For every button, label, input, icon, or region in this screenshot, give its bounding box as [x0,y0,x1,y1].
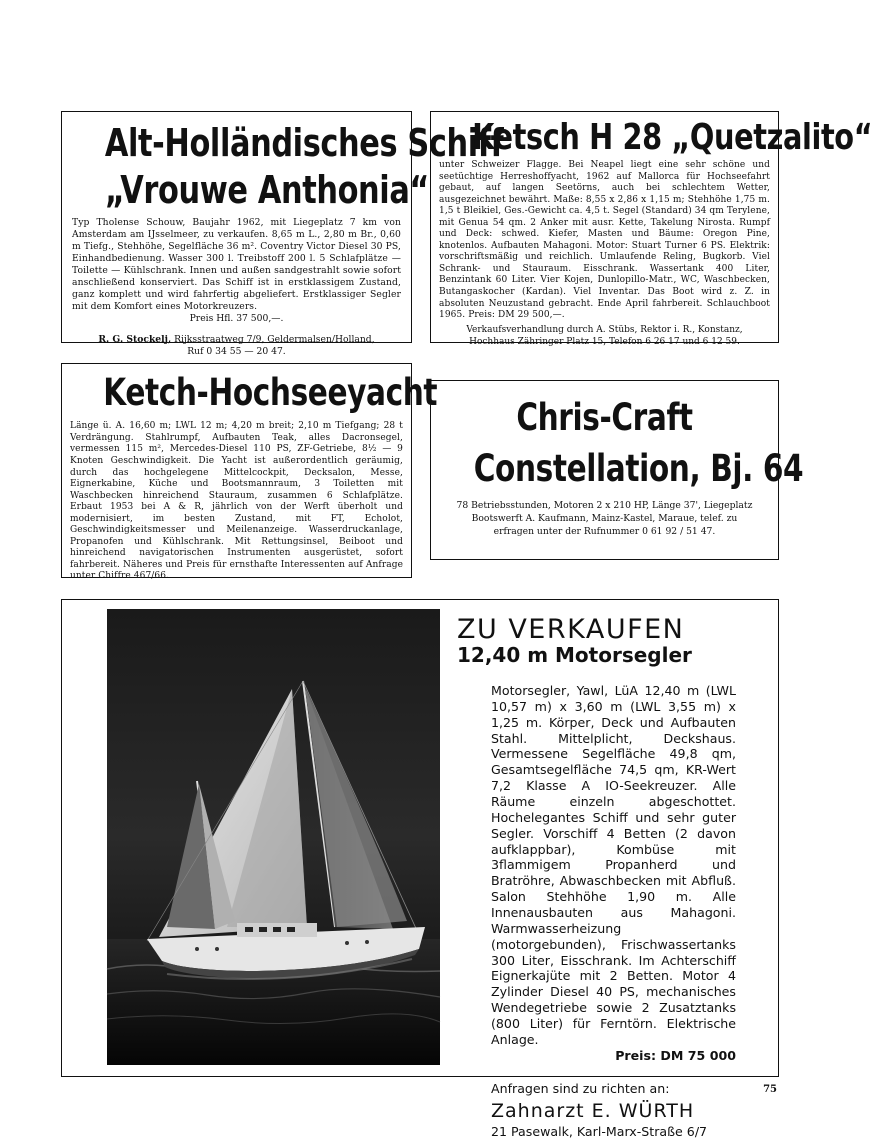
ad5-inquiry: Anfragen sind zu richten an: [491,1080,670,1096]
ad1-price: Preis Hfl. 37 500,—. [189,312,284,324]
ad4-title-line2: Constellation, Bj. 64 [473,447,804,491]
ad1-contact-name: R. G. Stockelj, [98,333,172,345]
ad5-title2: 12,40 m Motorsegler [457,643,692,667]
ad5-dentist: Zahnarzt E. WÜRTH [491,1099,695,1122]
ad2-title: Ketsch H 28 „Quetzalito“ [472,117,872,158]
ad2-contact-line2: Hochhaus Zähringer Platz 15, Telefon 6 26 17 und 6 12 59. [469,337,740,348]
ad1-contact-address: Rijksstraatweg 7/9, Geldermalsen/Holland, [171,333,375,345]
ad4-line1: 78 Betriebsstunden, Motoren 2 x 210 HP, Länge 37', Liegeplatz [456,499,753,511]
ad5-price: Preis: DM 75 000 [615,1047,736,1063]
sailboat-photo [107,609,440,1065]
page-number: 75 [763,1084,777,1095]
ad1-contact-phone: Ruf 0 34 55 — 20 47. [187,346,286,358]
ad5-title1: ZU VERKAUFEN [457,614,685,645]
ad5-address: 21 Pasewalk, Karl-Marx-Straße 6/7 [491,1123,708,1139]
ad5-description: Motorsegler, Yawl, LüA 12,40 m (LWL 10,57 m) x 3,60 m (LWL 3,55 m) x 1,25 m. Körper, Deck und Aufbauten Stahl. Mittelplicht, Deckshaus. Vermessene Segelfläche 49,8 qm, Gesamtsegelfläche 74,5 qm, KR-Wert 7,2 Klasse A IO-Seekreuzer. Alle Räume einzeln abgeschottet. Hochelegantes Schiff und sehr guter Segler. Vorschiff 4 Betten (2 davon aufklappbar), Kombüse mit 3flammigem Propanherd und Bratröhre, Abwaschbecken mit Abfluß. Salon Stehhöhe 1,90 m. Alle Innenausbauten aus Mahagoni. Warmwasserheizung (motorgebunden), Frischwassertanks 300 Liter, Eisschrank. Im Achterschiff Eignerkajüte mit 2 Betten. Motor 4 Zylinder Diesel 40 PS, mechanisches Wendegetriebe sowie 2 Zusatztanks (800 Liter) für Ferntörn. Elektrische Anlage. [491,683,736,1047]
ad2-contact-line1: Verkaufsverhandlung durch A. Stübs, Rektor i. R., Konstanz, [466,324,743,335]
ad4-line2: Bootswerft A. Kaufmann, Mainz-Kastel, Maraue, telef. zu [471,512,738,524]
ad5-text-column [457,614,737,1139]
ad4-details [441,500,768,539]
ad1-title-line2: „Vrouwe Anthonia“ [104,167,430,212]
ad2-contact [439,324,770,349]
ad-alt-hollaendisches-schiff [61,111,504,358]
ad-chris-craft [430,380,804,560]
sailboat-illustration [107,609,440,1065]
ad3-body: Länge ü. A. 16,60 m; LWL 12 m; 4,20 m breit; 2,10 m Tiefgang; 28 t Verdrängung. Stahlrumpf, Aufbauten Teak, alles Dacronsegel, vermessen 115 m², Mercedes-Diesel 110 PS, ZF-Getriebe, 8½ — 9 Knoten Geschwindigkeit. Die Yacht ist außerordentlich geräumig, durch das hochgelegene Mittelcockpit, Decksalon, Messe, Eignerkabine, Küche und Bootsmannraum, 3 Toiletten mit Waschbecken hinreichend Stauraum, zusammen 6 Schlafplätze. Erbaut 1953 bei A & R, jährlich von der Werft überholt und modernisiert, im besten Zustand, mit FT, Echolot, Geschwindigkeitsmesser und Meilenanzeige. Wasserdruckanlage, Propanofen und Kühlschrank. Mit Rettungsinsel, Beiboot und hinreichend navigatorischen Instrumenten ausgerüstet, sofort fahrbereit. Näheres und Preis für ernsthafte Interessenten auf Anfrage unter Chiffre 467/66. [70,421,403,582]
ad3-title: Ketch-Hochseeyacht [103,371,438,414]
ad-motorsegler [61,599,779,1139]
ad4-title-line1: Chris-Craft [516,396,693,439]
ad4-line3: erfragen unter der Rufnummer 0 61 92 / 51 47. [493,525,716,537]
ad1-title-line1: Alt-Holländisches Schiff [104,121,504,165]
ad1-contact [72,334,401,360]
ad1-body: Typ Tholense Schouw, Baujahr 1962, mit Liegeplatz 7 km von Amsterdam am IJsselmeer, zu verkaufen. 8,65 m L., 2,80 m Br., 0,60 m Tiefg., Stehhöhe, Segelfläche 36 m². Coventry Victor Diesel 30 PS, Einhandbedienung. Wasser 300 l. Treibstoff 200 l. 5 Schlafplätze — Toilette — Kühlschrank. Innen und außen sandgestrahlt sowie sofort anschließend konserviert. Das Schiff ist in erstklassigem Zustand, ganz komplett und wird fahrfertig abgeliefert. Erstklassiger Segler mit dem Komfort eines Motorkreuzers. [72,217,401,312]
ad-ketsch-quetzalito [430,111,872,348]
ad-ketch-hochseeyacht [61,363,438,582]
ad2-body: unter Schweizer Flagge. Bei Neapel liegt eine sehr schöne und seetüchtige Herreshoffyacht, 1962 auf Mallorca für Hochseefahrt gebaut, auf langen Seetörns, auch bei schlechtem Wetter, ausgezeichnet bewährt. Maße: 8,55 x 2,86 x 1,15 m; Stehhöhe 1,75 m. 1,5 t Bleikiel, Ges.-Gewicht ca. 4,5 t. Segel (Standard) 34 qm Terylene, mit Genua 54 qm. 2 Anker mit ausr. Kette, Takelung Nirosta. Rumpf und Deck: schwed. Kiefer, Masten und Bäume: Oregon Pine, knotenlos. Aufbauten Mahagoni. Motor: Stuart Turner 6 PS. Elektrik: vorschriftsmäßig und reichlich. Umlaufende Reling, Bugkorb. Viel Schrank- und Stauraum. Eisschrank. Wassertank 400 Liter, Benzintank 60 Liter. Vier Kojen, Dunlopillo-Matr., WC, Waschbecken, Butangaskocher (Kardan). Viel Inventar. Das Boot wird z. Z. in absoluten Neuzustand gebracht. Ende April fahrbereit. Schlauchboot 1965. Preis: DM 29 500,—. [439,160,770,321]
